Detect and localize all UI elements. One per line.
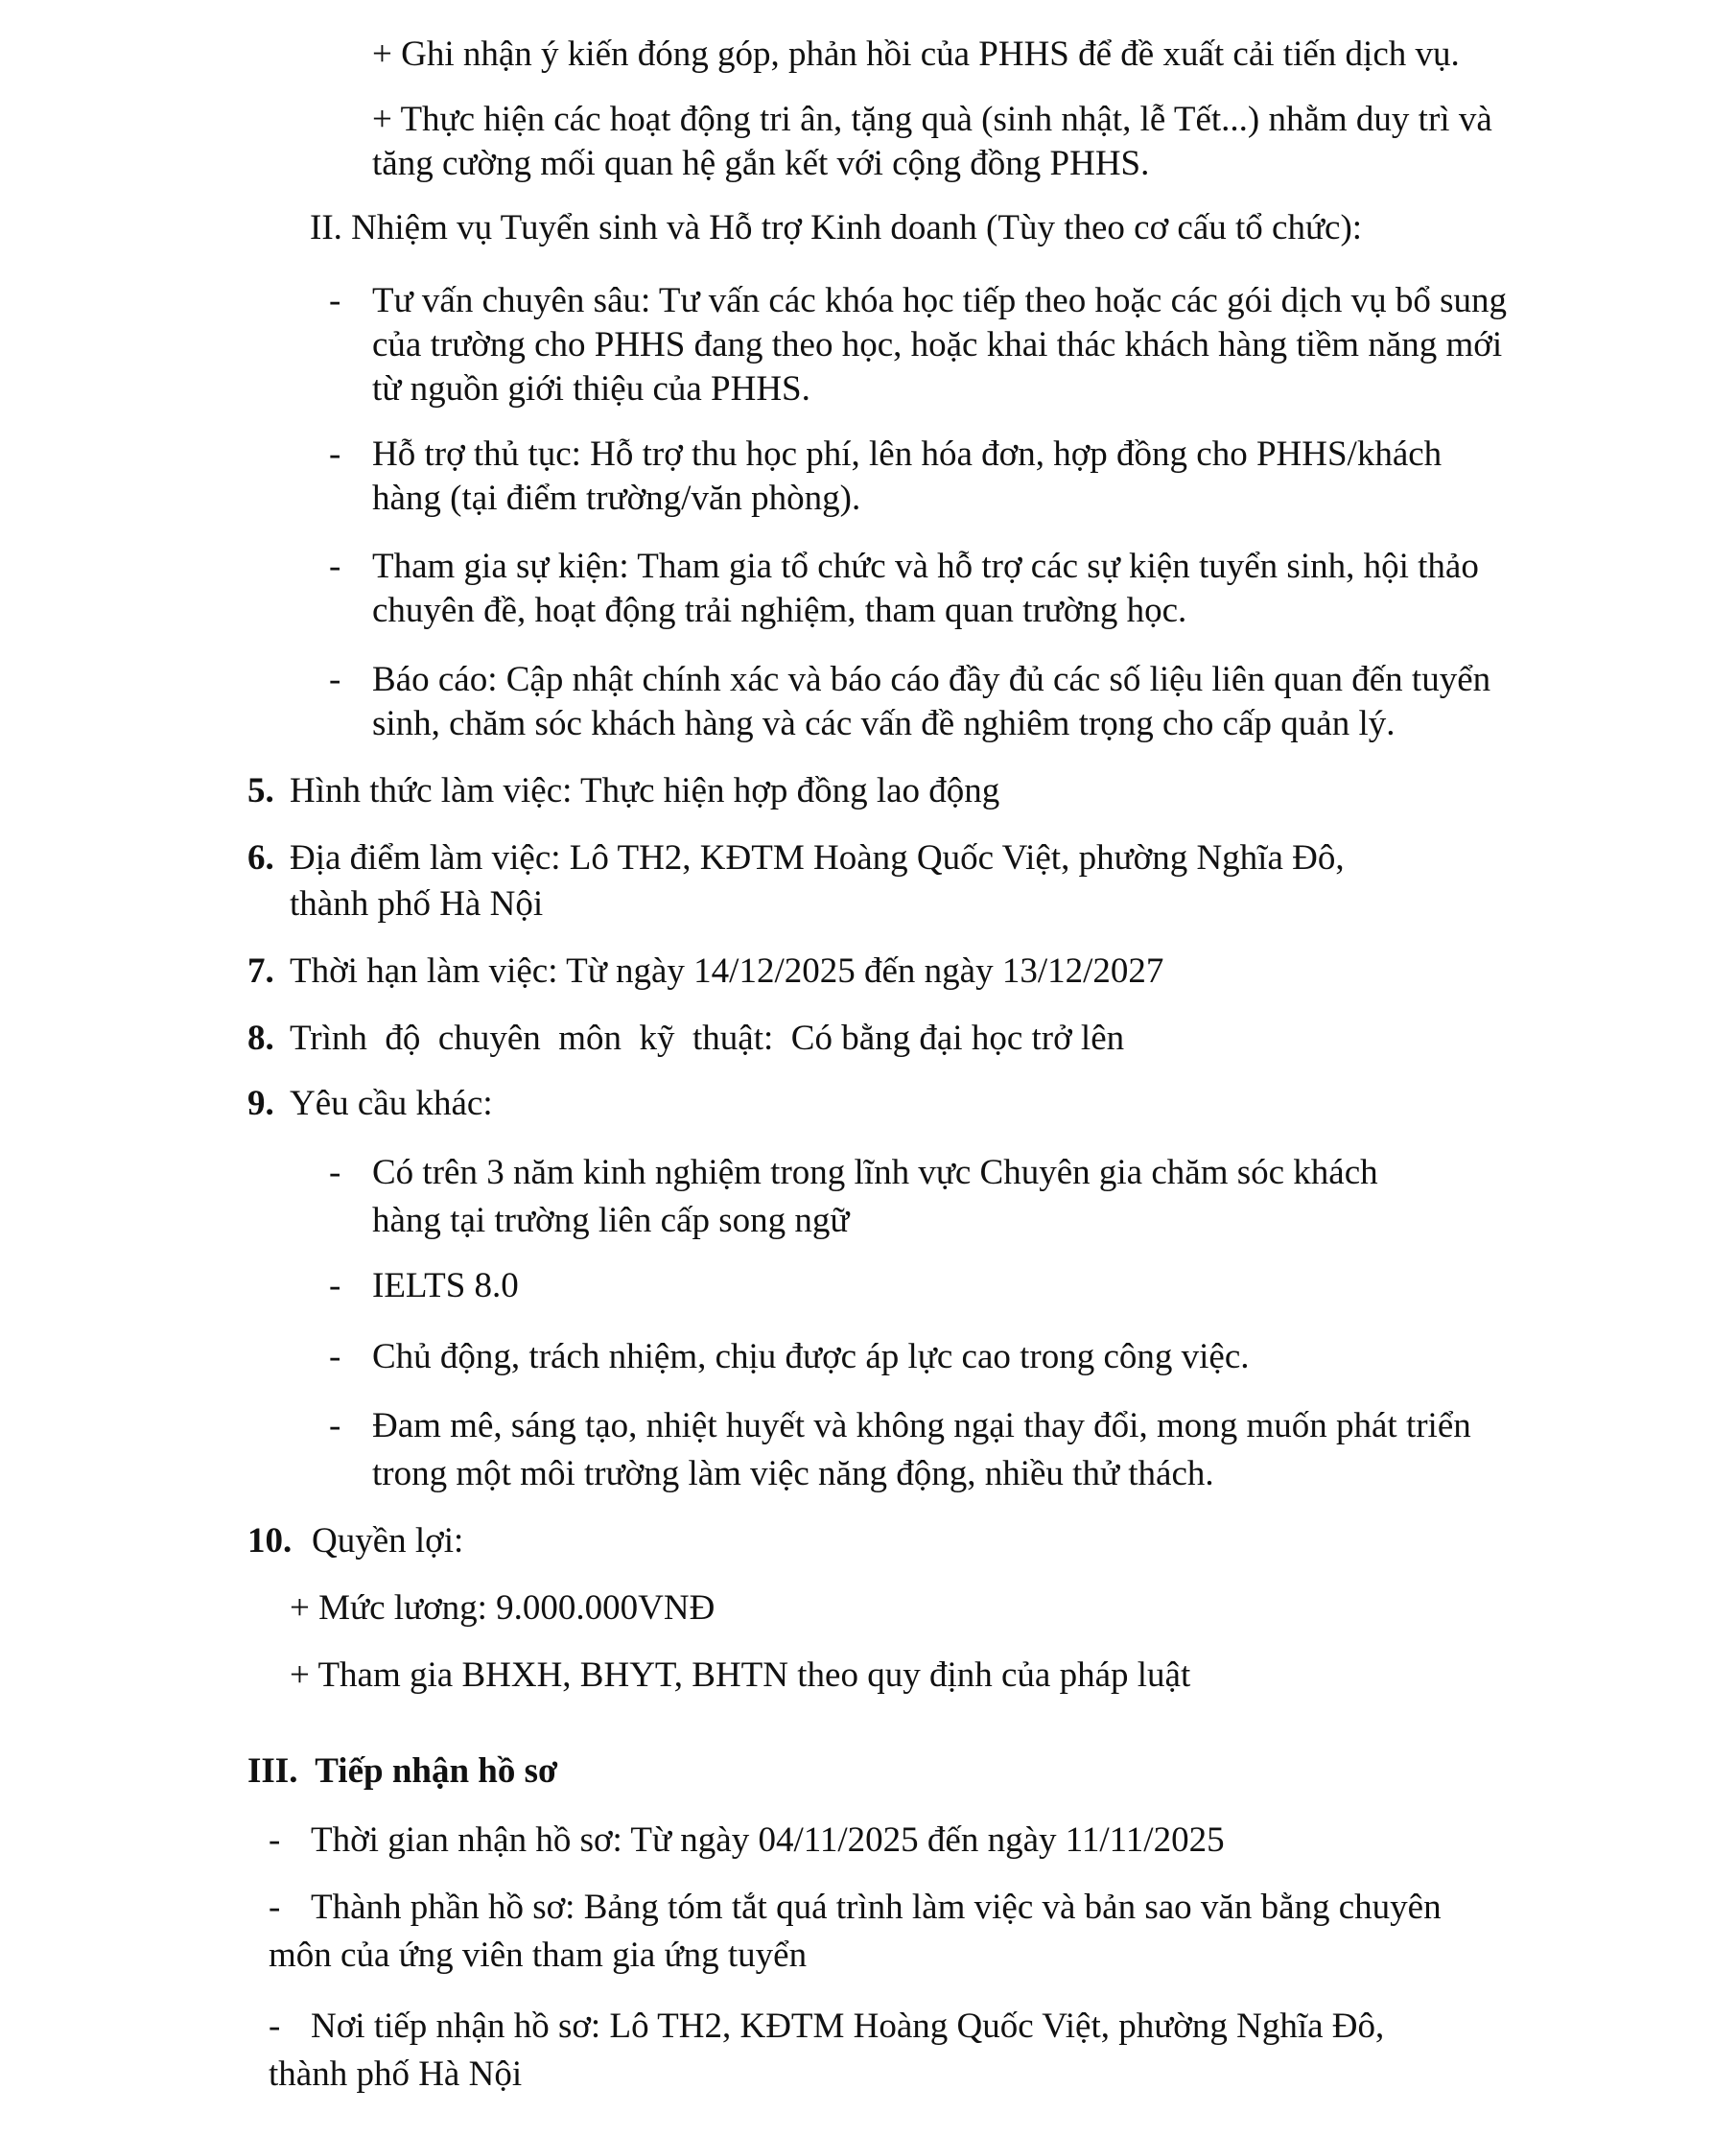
bullet-dash: - <box>329 1406 341 1445</box>
bullet-dash: - <box>329 281 341 320</box>
bullet-dash: - <box>269 1820 281 1860</box>
bullet-dash: - <box>329 1266 341 1305</box>
procedure-item-cont: hàng (tại điểm trường/văn phòng). <box>372 479 861 518</box>
consulting-item-cont: của trường cho PHHS đang theo học, hoặc khai thác khách hàng tiềm năng mới <box>372 325 1503 364</box>
work-location-cont: thành phố Hà Nội <box>290 884 544 924</box>
item-number-10: 10. <box>247 1521 293 1561</box>
report-item: Báo cáo: Cập nhật chính xác và báo cáo đầy đủ các số liệu liên quan đến tuyển <box>372 660 1491 699</box>
procedure-item: Hỗ trợ thủ tục: Hỗ trợ thu học phí, lên hóa đơn, hợp đồng cho PHHS/khách <box>372 434 1443 474</box>
bullet-dash: - <box>329 1153 341 1192</box>
requirement-ielts: IELTS 8.0 <box>372 1266 519 1305</box>
item-number-9: 9. <box>247 1084 274 1123</box>
events-item: Tham gia sự kiện: Tham gia tổ chức và hỗ trợ các sự kiện tuyển sinh, hội thảo <box>372 547 1479 586</box>
item-number-8: 8. <box>247 1019 274 1058</box>
benefits-heading: Quyền lợi: <box>312 1521 464 1561</box>
consulting-item: Tư vấn chuyên sâu: Tư vấn các khóa học tiếp theo hoặc các gói dịch vụ bổ sung <box>372 281 1507 320</box>
work-term: Thời hạn làm việc: Từ ngày 14/12/2025 đến ngày 13/12/2027 <box>290 951 1164 991</box>
requirement-proactive: Chủ động, trách nhiệm, chịu được áp lực cao trong công việc. <box>372 1337 1250 1376</box>
work-form: Hình thức làm việc: Thực hiện hợp đồng lao động <box>290 771 1000 810</box>
application-location-cont: thành phố Hà Nội <box>269 2054 523 2094</box>
application-location: Nơi tiếp nhận hồ sơ: Lô TH2, KĐTM Hoàng Quốc Việt, phường Nghĩa Đô, <box>311 2007 1385 2046</box>
bullet-dash: - <box>329 434 341 474</box>
requirement-passion-cont: trong một môi trường làm việc năng động, nhiều thử thách. <box>372 1454 1214 1493</box>
section-iii-heading: III. Tiếp nhận hồ sơ <box>247 1751 558 1791</box>
qualification: Trình độ chuyên môn kỹ thuật: Có bằng đại học trở lên <box>290 1019 1125 1058</box>
events-item-cont: chuyên đề, hoạt động trải nghiệm, tham quan trường học. <box>372 591 1187 630</box>
consulting-item-cont2: từ nguồn giới thiệu của PHHS. <box>372 369 810 409</box>
bullet-dash: - <box>329 1337 341 1376</box>
report-item-cont: sinh, chăm sóc khách hàng và các vấn đề nghiêm trọng cho cấp quản lý. <box>372 704 1396 743</box>
benefit-salary: + Mức lương: 9.000.000VNĐ <box>290 1588 716 1628</box>
bullet-dash: - <box>329 660 341 699</box>
application-documents: Thành phần hồ sơ: Bảng tóm tắt quá trình làm việc và bản sao văn bằng chuyên <box>311 1888 1442 1927</box>
requirement-passion: Đam mê, sáng tạo, nhiệt huyết và không ngại thay đổi, mong muốn phát triển <box>372 1406 1471 1445</box>
application-period: Thời gian nhận hồ sơ: Từ ngày 04/11/2025 đến ngày 11/11/2025 <box>311 1820 1225 1860</box>
other-requirements-heading: Yêu cầu khác: <box>290 1084 493 1123</box>
plus-item-gratitude: + Thực hiện các hoạt động tri ân, tặng quà (sinh nhật, lễ Tết...) nhằm duy trì và <box>372 100 1492 139</box>
work-location: Địa điểm làm việc: Lô TH2, KĐTM Hoàng Quốc Việt, phường Nghĩa Đô, <box>290 838 1345 878</box>
section-ii-heading: II. Nhiệm vụ Tuyển sinh và Hỗ trợ Kinh doanh (Tùy theo cơ cấu tổ chức): <box>310 208 1363 247</box>
item-number-7: 7. <box>247 951 274 991</box>
item-number-6: 6. <box>247 838 274 878</box>
bullet-dash: - <box>269 1888 281 1927</box>
application-documents-cont: môn của ứng viên tham gia ứng tuyển <box>269 1936 808 1975</box>
bullet-dash: - <box>329 547 341 586</box>
item-number-5: 5. <box>247 771 274 810</box>
requirement-experience-cont: hàng tại trường liên cấp song ngữ <box>372 1201 850 1240</box>
benefit-insurance: + Tham gia BHXH, BHYT, BHTN theo quy định của pháp luật <box>290 1655 1191 1695</box>
bullet-dash: - <box>269 2007 281 2046</box>
plus-item-gratitude-cont: tăng cường mối quan hệ gắn kết với cộng đồng PHHS. <box>372 144 1150 183</box>
plus-item-feedback: + Ghi nhận ý kiến đóng góp, phản hồi của PHHS để đề xuất cải tiến dịch vụ. <box>372 35 1460 74</box>
requirement-experience: Có trên 3 năm kinh nghiệm trong lĩnh vực Chuyên gia chăm sóc khách <box>372 1153 1378 1192</box>
